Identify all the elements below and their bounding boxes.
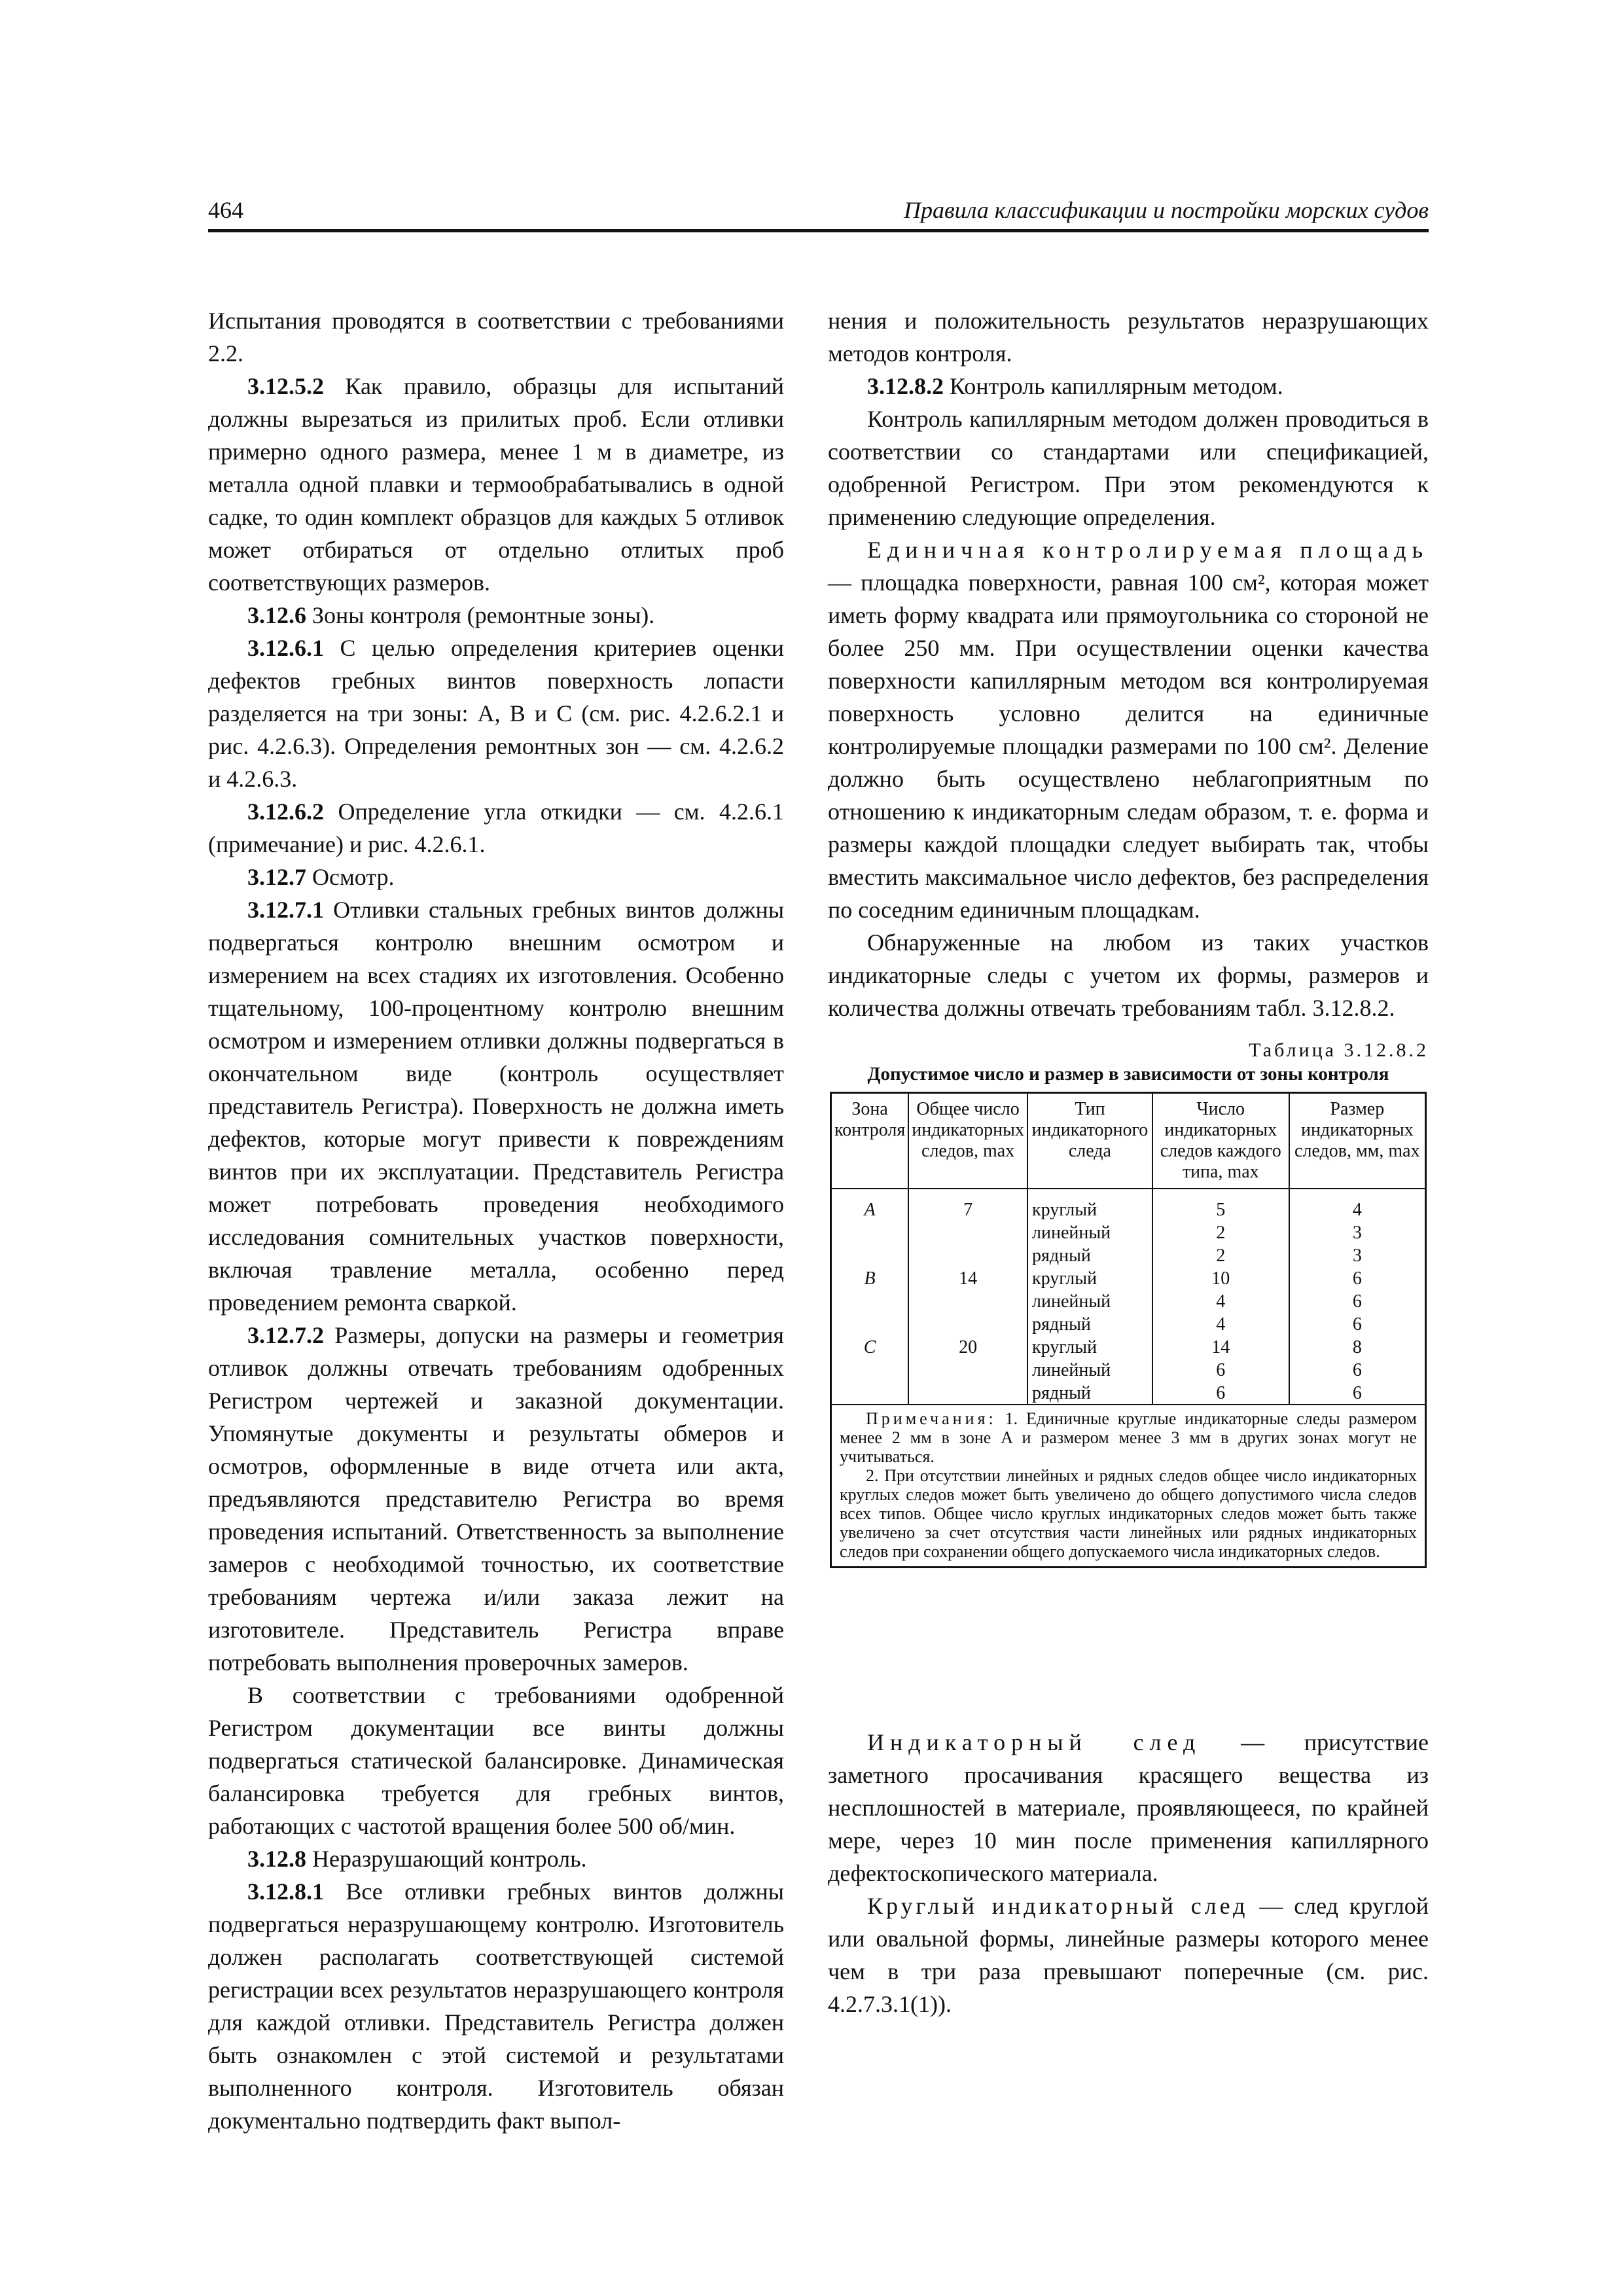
table-cell (831, 1289, 909, 1312)
table-caption: Таблица 3.12.8.2 (1249, 1039, 1429, 1061)
definition-paragraph: Круглый индикаторный след — след круглой или овальной формы, линейные размеры которого менее чем в три раза превышают поперечные (см. рис. 4.2.7.3.1(1)). (828, 1893, 1429, 2017)
table-cell: 6 (1289, 1312, 1426, 1335)
table-cell (908, 1381, 1027, 1405)
table-cell: 14 (908, 1266, 1027, 1289)
section-number: 3.12.6.2 (247, 798, 324, 825)
section-number: 3.12.8.1 (247, 1878, 324, 1905)
note: 2. При отсутствии линейных и рядных следов общее число индикаторных круглых следов может быть увеличено до общего допустимого числа следов всех типов. Общее число круглых индикаторных следов может быть также увеличено за счет отсутствия части линейных или рядных индикаторных следов при сохранении общего допускаемого числа индикаторных следов. (840, 1466, 1417, 1561)
table-cell (831, 1312, 909, 1335)
notes-label: Примечания: (866, 1409, 997, 1428)
page-header (208, 196, 1429, 234)
table-cell: 3 (1289, 1244, 1426, 1266)
table-cell: 2 (1152, 1244, 1289, 1266)
right-column-continued (828, 1726, 1429, 2020)
paragraph: В соответствии с требованиями одобренной Регистром документации все винты должны подвергаться статической балансировке. Динамическая балансировка требуется для гребных винтов, работающих с частотой вращения более 500 об/мин. (208, 1682, 784, 1839)
table-cell (908, 1221, 1027, 1244)
paragraph: Контроль капиллярным методом должен проводиться в соответствии со стандартами или спецификацией, одобренной Регистром. При этом рекомендуются к применению следующие определения. (828, 406, 1429, 530)
section-number: 3.12.6.1 (247, 635, 324, 661)
paragraph: 3.12.7.1 Отливки стальных гребных винтов должны подвергаться контролю внешним осмотром и измерением на всех стадиях их изготовления. Особенно тщательному, 100-процентному контролю внешним осмотром и измерением отливки должны подвергаться в окончательном виде (контроль осуществляет представитель Регистра). Поверхность не должна иметь дефектов, которые могут привести к повреждениям винтов при их эксплуатации. Представитель Регистра может потребовать проведения необходимого исследования сомнительных участков поверхности, включая травление металла, особенно перед проведением ремонта сваркой. (208, 897, 784, 1316)
defined-term: Индикаторный след (867, 1729, 1202, 1755)
table-row (831, 1335, 1426, 1358)
table-cell: 5 (1152, 1189, 1289, 1221)
table-cell: рядный (1027, 1312, 1152, 1335)
table-cell: 6 (1289, 1358, 1426, 1381)
defined-term: Круглый индикаторный след (867, 1893, 1249, 1919)
table-cell: B (831, 1266, 909, 1289)
paragraph: Обнаруженные на любом из таких участков индикаторные следы с учетом их формы, размеров и количества должны отвечать требованиям табл. 3.12.8.2. (828, 929, 1429, 1021)
table-cell: линейный (1027, 1358, 1152, 1381)
left-column (208, 304, 784, 2137)
running-title: Правила классификации и постройки морских судов (904, 197, 1429, 223)
definition-paragraph: Единичная контролируемая площадь — площадка поверхности, равная 100 см², которая может иметь форму квадрата или прямоугольника со стороной не более 250 мм. При осуществлении оценки качества поверхности капиллярным методом вся контролируемая поверхность условно делится на единичные контролируемые площадки размерами по 100 см². Деление должно быть осуществлено неблагоприятным по отношению к индикаторным следам образом, т. е. форма и размеры каждой площадки следует выбирать так, чтобы вместить максимальное число дефектов, без распределения по соседним единичным площадкам. (828, 537, 1429, 923)
table-cell: 7 (908, 1189, 1027, 1221)
table-cell (908, 1244, 1027, 1266)
table-cell: 8 (1289, 1335, 1426, 1358)
note: Примечания: 1. Единичные круглые индикаторные следы размером менее 2 мм в зоне A и размером менее 3 мм в других зонах могут не учитываться. (840, 1409, 1417, 1466)
table-cell: 4 (1152, 1289, 1289, 1312)
column-header: Зона контроля (831, 1093, 909, 1189)
right-column (828, 304, 1429, 1024)
table-row (831, 1189, 1426, 1221)
column-header: Размер индикаторных следов, мм, max (1289, 1093, 1426, 1189)
table-row (831, 1266, 1426, 1289)
header-rule (208, 229, 1429, 232)
table-row (831, 1358, 1426, 1381)
table-cell: 2 (1152, 1221, 1289, 1244)
table-cell: 6 (1152, 1358, 1289, 1381)
defined-term: Единичная контролируемая площадь (867, 537, 1429, 563)
table-cell: рядный (1027, 1244, 1152, 1266)
table-row (831, 1289, 1426, 1312)
table-cell (908, 1312, 1027, 1335)
paragraph: 3.12.6.1 С целью определения критериев оценки дефектов гребных винтов поверхность лопасти разделяется на три зоны: A, B и C (см. рис. 4.2.6.2.1 и рис. 4.2.6.3). Определения ремонтных зон — см. 4.2.6.2 и 4.2.6.3. (208, 635, 784, 792)
table-cell: A (831, 1189, 909, 1221)
table-title: Допустимое число и размер в зависимости от зоны контроля (867, 1064, 1389, 1085)
table-cell (908, 1358, 1027, 1381)
section-number: 3.12.8 (247, 1846, 306, 1872)
table-cell: круглый (1027, 1189, 1152, 1221)
section-heading: 3.12.6 Зоны контроля (ремонтные зоны). (247, 602, 655, 628)
table-cell (831, 1381, 909, 1405)
section-heading: 3.12.8.2 Контроль капиллярным методом. (867, 373, 1283, 399)
section-number: 3.12.5.2 (247, 373, 324, 399)
table-cell: 4 (1152, 1312, 1289, 1335)
table-cell: линейный (1027, 1289, 1152, 1312)
table-cell: C (831, 1335, 909, 1358)
table-cell: 6 (1289, 1289, 1426, 1312)
table-cell: 10 (1152, 1266, 1289, 1289)
section-number: 3.12.7 (247, 864, 306, 890)
table-row (831, 1244, 1426, 1266)
column-header: Общее число индикаторных следов, max (908, 1093, 1027, 1189)
section-number: 3.12.8.2 (867, 373, 944, 399)
table-cell: круглый (1027, 1335, 1152, 1358)
table-row (831, 1312, 1426, 1335)
table-cell (831, 1221, 909, 1244)
paragraph: 3.12.5.2 Как правило, образцы для испытаний должны вырезаться из прилитых проб. Если отливки примерно одного размера, менее 1 м в диаметре, из металла одной плавки и термообрабатывались в одной садке, то один комплект образцов для каждых 5 отливок может отбираться от отдельно отлитых проб соответствующих размеров. (208, 373, 784, 596)
table-cell (908, 1289, 1027, 1312)
section-number: 3.12.7.1 (247, 897, 324, 923)
table-notes-row (831, 1405, 1426, 1568)
definition-paragraph: Индикаторный след — присутствие заметного просачивания красящего вещества из несплошностей в материале, проявляющееся, по крайней мере, через 10 мин после применения капиллярного дефектоскопического материала. (828, 1729, 1429, 1886)
paragraph: 3.12.8.1 Все отливки гребных винтов должны подвергаться неразрушающему контролю. Изготовитель должен располагать соответствующей системой регистрации всех результатов неразрушающего контроля для каждой отливки. Представитель Регистра должен быть ознакомлен с этой системой и результатами выполненного контроля. Изготовитель обязан документально подтвердить факт выпол- (208, 1878, 784, 2134)
column-header: Тип индикаторного следа (1027, 1093, 1152, 1189)
table-notes (831, 1405, 1426, 1568)
table-row (831, 1221, 1426, 1244)
section-number: 3.12.7.2 (247, 1322, 324, 1348)
section-number: 3.12.6 (247, 602, 306, 628)
page-number: 464 (208, 197, 243, 223)
section-heading: 3.12.8 Неразрушающий контроль. (247, 1846, 587, 1872)
table-cell: 14 (1152, 1335, 1289, 1358)
table-cell: линейный (1027, 1221, 1152, 1244)
table-row (831, 1381, 1426, 1405)
table-cell: 6 (1152, 1381, 1289, 1405)
table-header-row (831, 1093, 1426, 1189)
table-cell (831, 1358, 909, 1381)
table-cell: рядный (1027, 1381, 1152, 1405)
table-cell: 20 (908, 1335, 1027, 1358)
paragraph: Испытания проводятся в соответствии с требованиями 2.2. (208, 308, 784, 367)
table-cell: круглый (1027, 1266, 1152, 1289)
table-cell: 3 (1289, 1221, 1426, 1244)
paragraph: 3.12.6.2 Определение угла откидки — см. 4.2.6.1 (примечание) и рис. 4.2.6.1. (208, 798, 784, 857)
table-cell: 6 (1289, 1266, 1426, 1289)
paragraph: нения и положительность результатов неразрушающих методов контроля. (828, 308, 1429, 367)
section-heading: 3.12.7 Осмотр. (247, 864, 395, 890)
table-cell: 6 (1289, 1381, 1426, 1405)
tolerance-table (830, 1092, 1427, 1568)
column-header: Число индикаторных следов каждого типа, max (1152, 1093, 1289, 1189)
table-cell (831, 1244, 909, 1266)
paragraph: 3.12.7.2 Размеры, допуски на размеры и геометрия отливок должны отвечать требованиям одобренных Регистром чертежей и заказной документации. Упомянутые документы и результаты обмеров и осмотров, оформленные в виде отчета или акта, предъявляются представителю Регистра во время проведения испытаний. Ответственность за выполнение замеров с необходимой точностью, их соответствие требованиям чертежа и/или заказа лежит на изготовителе. Представитель Регистра вправе потребовать выполнения проверочных замеров. (208, 1322, 784, 1676)
table-cell: 4 (1289, 1189, 1426, 1221)
